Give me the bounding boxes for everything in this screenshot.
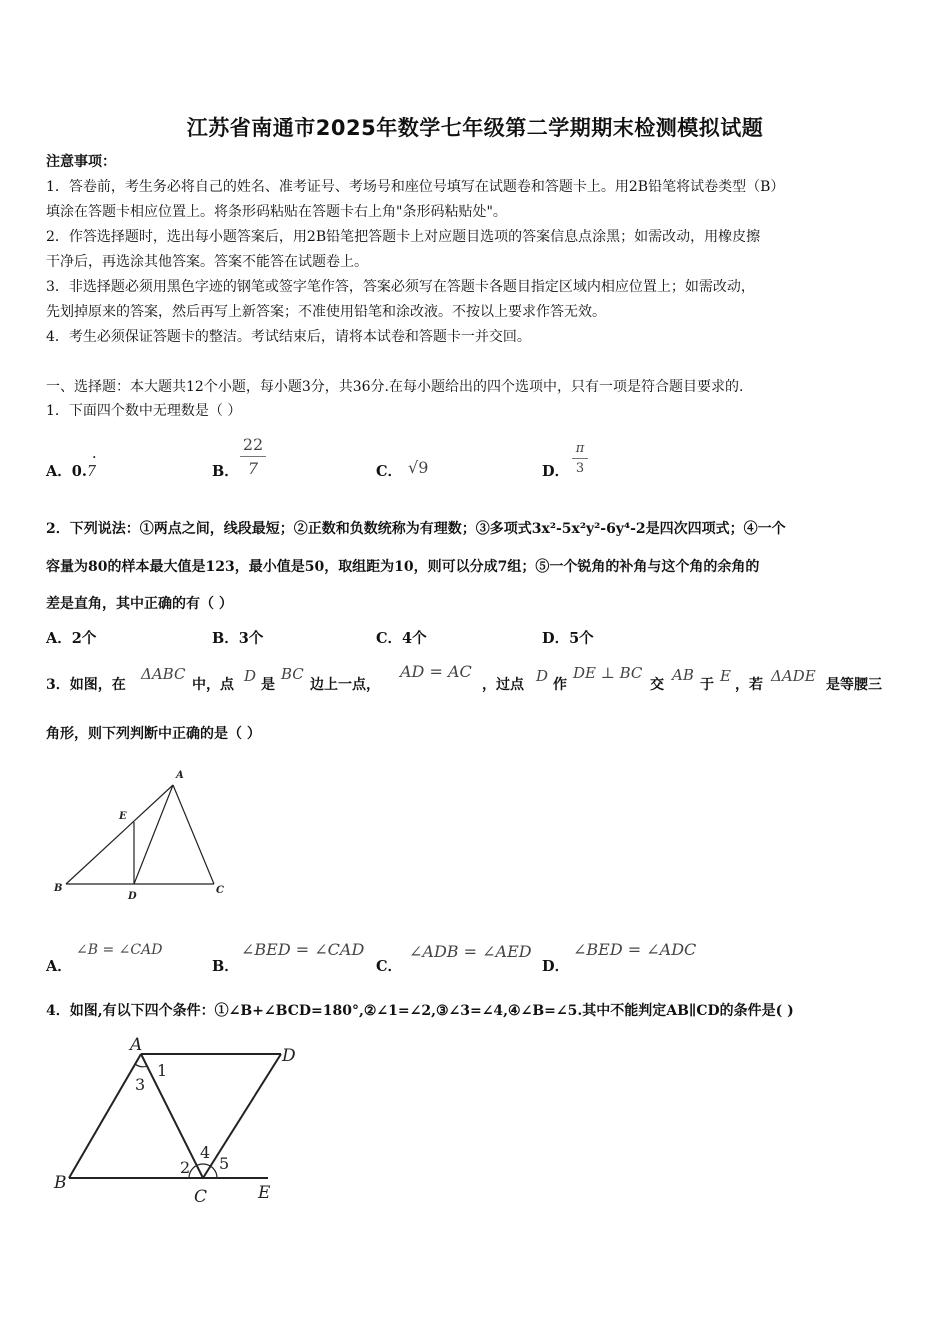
q3-label-d: D	[128, 891, 137, 902]
q3-option-d-label: D．	[542, 958, 570, 975]
q1-option-a: A．0.7 ·	[46, 450, 97, 480]
q4-label-b: B	[54, 1173, 67, 1193]
q3-label-b: B	[54, 883, 63, 894]
notice-line-6: 先划掉原来的答案，然后再写上新答案；不准使用铅笔和涂改液。不按以上要求作答无效。	[46, 304, 606, 320]
notice-line-3: 2．作答选择题时，选出每小题答案后，用2B铅笔把答题卡上对应题目选项的答案信息点涂黑；如需改动，用橡皮擦	[46, 229, 761, 245]
notice-line-5: 3．非选择题必须用黑色字迹的钢笔或签字笔作答，答案必须写在答题卡各题目指定区域内相应位置上；如需改动，	[46, 279, 755, 295]
q4-label-d: D	[282, 1046, 296, 1066]
q3-option-c-label: C．	[376, 958, 403, 975]
q3-option-a-expr: ∠B = ∠CAD	[76, 942, 163, 958]
q4-label-c: C	[194, 1187, 208, 1207]
q3-label-e: E	[119, 811, 127, 822]
notice-line-1: 1．答卷前，考生务必将自己的姓名、准考证号、考场号和座位号填写在试题卷和答题卡上。用2B铅笔将试卷类型（B）	[46, 179, 785, 195]
q2-option-b: B．3个	[212, 630, 264, 647]
q3-figure	[46, 762, 236, 907]
q4-angle-1: 1	[157, 1061, 168, 1080]
q2-line-1: 2．下列说法：①两点之间，线段最短；②正数和负数统称为有理数；③多项式3x²-5x²y²-6y⁴-2是四次四项式；④一个	[46, 521, 786, 537]
q2-option-c: C．4个	[376, 630, 427, 647]
q2-line-2: 容量为80的样本最大值是123，最小值是50，取组距为10，则可以分成7组；⑤一个锐角的补角与这个角的余角的	[46, 559, 760, 575]
q3-stem-line-2: 角形，则下列判断中正确的是（ ）	[46, 726, 261, 742]
q4-angle-4: 4	[200, 1143, 211, 1162]
q3-option-d-expr: ∠BED = ∠ADC	[573, 940, 697, 959]
q2-option-a: A．2个	[46, 630, 97, 647]
q2-option-d: D．5个	[542, 630, 594, 647]
q3-option-b-label: B．	[212, 958, 239, 975]
q4-figure	[46, 1030, 316, 1215]
notice-line-2: 填涂在答题卡相应位置上。将条形码粘贴在答题卡右上角"条形码粘贴处"。	[46, 204, 507, 220]
q3-label-a: A	[176, 770, 184, 781]
q4-stem: 4．如图,有以下四个条件：①∠B+∠BCD=180°,②∠1=∠2,③∠3=∠4,④∠B=∠5.其中不能判定AB∥CD的条件是( )	[46, 1003, 794, 1019]
q4-label-e: E	[258, 1183, 271, 1203]
q1-option-b-fraction: 22 7	[240, 435, 266, 478]
q4-angle-2: 2	[180, 1158, 191, 1177]
exam-page: 江苏省南通市2025年数学七年级第二学期期末检测模拟试题 注意事项： 1．答卷前，考生务必将自己的姓名、准考证号、考场号和座位号填写在试题卷和答题卡上。用2B铅笔将试卷类型（B） 填涂在答题卡相应位置上。将条形码粘贴在答题卡右上角"条形码粘贴处"。 2．作答选择题时，选出每小题答案后，用2B铅笔把答题卡上对应题目选项的答案信息点涂黑；如需改动，用橡皮擦 干净后，再选涂其他答案。答案不能答在试题卷上。 3．非选择题必须用黑色字迹的钢笔或签字笔作答，答案必须写在答题卡各题目指定区域内相应位置上；如需改动， 先划掉原来的答案，然后再写上新答案；不准使用铅笔和涂改液。不按以上要求作答无效。 4．考生必须保证答题卡的整洁。考试结束后，请将本试卷和答题卡一并交回。 一、选择题：本大题共12个小题，每小题3分，共36分.在每小题给出的四个选项中，只有一项是符合题目要求的. 1．下面四个数中无理数是（ ） A．0.7 · B． 22 7 C． √9 D． π 3 2．下列说法：①两点之间，线段最短；②正数和负数统称为有理数；③多项式3x²-5x²y²-6y⁴-2是四次四项式；④一个 容量为80的样本最大值是123，最小值是50，取组距为10，则可以分成7组；⑤一个锐角的补角与这个角的余角的 差是直角，其中正确的有（ ） A．2个 B．3个 C．4个 D．5个 3．如图，在 ΔABC 中，点 D 是 BC 边上一点， AD = AC ，过点 D 作 DE ⊥ BC 交 AB 于 E ，若 ΔADE 是等腰三 角形，则下列判断中正确的是（ ） A E B D C A． ∠B = ∠CAD B． ∠BED = ∠CAD C． ∠ADB = ∠AED D． ∠BED = ∠ADC 4．如图,有以下四个条件：①∠B+∠BCD=180°,②∠1=∠2,③∠3=∠4,④∠B=∠5.其中不能判定AB∥CD的条件是( ) A D B C E 1 3 4 2 5	[0, 0, 950, 1344]
q3-label-c: C	[216, 885, 224, 896]
section-heading: 一、选择题：本大题共12个小题，每小题3分，共36分.在每小题给出的四个选项中，只有一项是符合题目要求的.	[46, 379, 744, 395]
q1-option-d-label: D．	[542, 463, 570, 480]
q4-label-a: A	[130, 1035, 143, 1055]
q1-option-b-label: B．	[212, 463, 239, 480]
q3-option-b-expr: ∠BED = ∠CAD	[241, 940, 365, 959]
notice-heading: 注意事项：	[46, 154, 116, 170]
page-title: 江苏省南通市2025年数学七年级第二学期期末检测模拟试题	[186, 116, 764, 140]
q4-angle-3: 3	[135, 1075, 146, 1094]
q2-line-3: 差是直角，其中正确的有（ ）	[46, 596, 233, 612]
q3-option-a-label: A．	[46, 958, 72, 975]
notice-line-4: 干净后，再选涂其他答案。答案不能答在试题卷上。	[46, 254, 368, 270]
q3-option-c-expr: ∠ADB = ∠AED	[409, 942, 532, 961]
q4-angle-5: 5	[219, 1154, 230, 1173]
q1-option-d-fraction: π 3	[572, 441, 588, 476]
q1-option-c-expr: √9	[408, 458, 429, 477]
q1-option-c-label: C．	[376, 463, 403, 480]
q1-stem: 1．下面四个数中无理数是（ ）	[46, 403, 242, 419]
notice-line-7: 4．考生必须保证答题卡的整洁。考试结束后，请将本试卷和答题卡一并交回。	[46, 329, 531, 345]
